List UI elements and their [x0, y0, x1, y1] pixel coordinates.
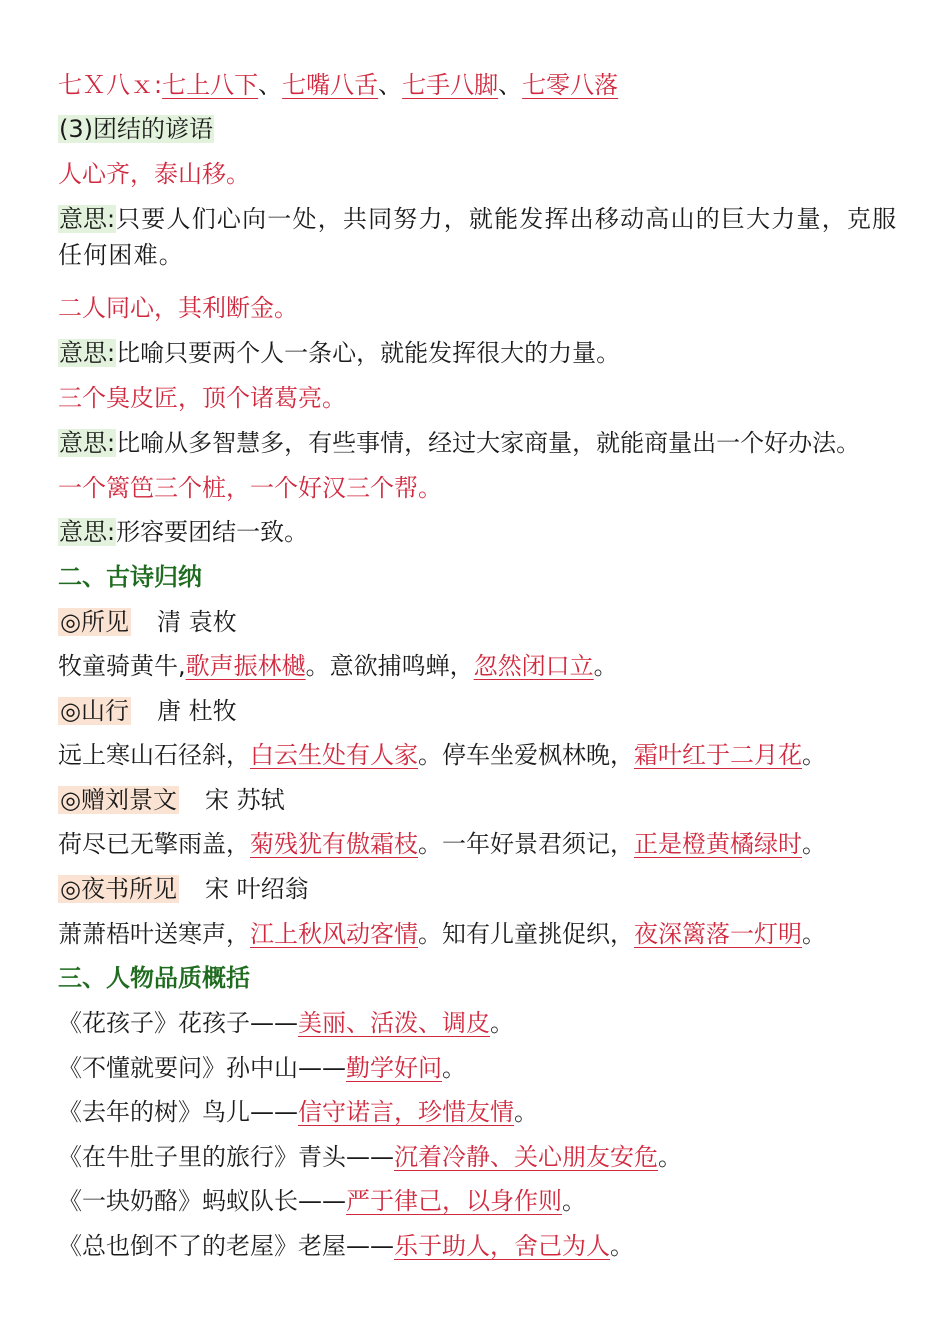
poem-plain: 远上寒山石径斜，: [58, 741, 250, 769]
poem-plain: 荷尽已无擎雨盖，: [58, 830, 250, 858]
idiom-item: 七手八脚: [402, 71, 499, 99]
separator: 、: [378, 71, 403, 99]
character-section-heading: 三、人物品质概括: [58, 964, 250, 992]
poem-author: 宋 叶绍翁: [204, 875, 309, 903]
poem-underlined: 江上秋风动客情: [250, 920, 418, 948]
poem-underlined: 正是橙黄橘绿时: [634, 830, 802, 858]
poem-author: 宋 苏轼: [204, 786, 285, 814]
poem-title: ◎赠刘景文: [60, 786, 177, 814]
character-end: 。: [658, 1143, 682, 1171]
proverb-line: 三个臭皮匠，顶个诸葛亮。: [58, 384, 346, 412]
character-item: [58, 1183, 586, 1219]
poem-plain: 。知有儿童挑促织，: [418, 920, 634, 948]
idioms-seven-eight-line: [58, 67, 618, 103]
poem-plain: 。: [802, 920, 826, 948]
character-item: [58, 1005, 514, 1041]
character-quality: 勤学好问: [346, 1054, 442, 1082]
meaning-line: [58, 514, 308, 550]
idiom-item: 七上八下: [162, 71, 259, 99]
poem-plain: 。一年好景君须记，: [418, 830, 634, 858]
meaning-text: 比喻只要两个人一条心，就能发挥很大的力量。: [116, 339, 621, 367]
poems-section-heading: 二、古诗归纳: [58, 563, 202, 591]
proverb-line: 一个篱笆三个桩，一个好汉三个帮。: [58, 474, 442, 502]
character-end: 。: [490, 1009, 514, 1037]
poem-title: ◎所见: [60, 608, 129, 636]
idiom-item: 七嘴八舌: [282, 71, 379, 99]
character-prefix: 《一块奶酪》蚂蚁队长——: [58, 1187, 346, 1215]
poem-title-line: [58, 782, 285, 818]
unity-section-title: [58, 111, 214, 147]
poem-plain: 萧萧梧叶送寒声，: [58, 920, 250, 948]
poem-plain: 。: [802, 830, 826, 858]
character-prefix: 《花孩子》花孩子——: [58, 1009, 298, 1037]
poem-plain: 。: [593, 652, 618, 680]
idiom-item: 七零八落: [522, 71, 619, 99]
poem-text-line: [58, 737, 826, 773]
poem-plain: 。意欲捕鸣蝉，: [305, 652, 474, 680]
character-end: 。: [610, 1232, 634, 1260]
character-quality: 严于律己，以身作则: [346, 1187, 562, 1215]
character-item: [58, 1050, 466, 1086]
meaning-line: [58, 425, 860, 461]
meaning-line: [58, 335, 620, 371]
meaning-label: 意思:: [59, 518, 116, 546]
meaning-label: 意思:: [59, 429, 116, 457]
meaning-text: 只要人们心向一处，共同努力，就能发挥出移动高山的巨大力量，克服任何困难。: [58, 205, 898, 269]
character-prefix: 《去年的树》鸟儿——: [58, 1098, 298, 1126]
meaning-text: 比喻从多智慧多，有些事情，经过大家商量，就能商量出一个好办法。: [116, 429, 861, 457]
poem-underlined: 白云生处有人家: [250, 741, 418, 769]
meaning-label: 意思:: [59, 339, 116, 367]
poem-title-line: [58, 871, 309, 907]
poem-plain: 。: [802, 741, 826, 769]
poem-underlined: 菊残犹有傲霜枝: [250, 830, 418, 858]
character-quality: 沉着冷静、关心朋友安危: [394, 1143, 658, 1171]
character-end: 。: [442, 1054, 466, 1082]
character-quality: 信守诺言，珍惜友情: [298, 1098, 514, 1126]
poem-text-line: [58, 916, 826, 952]
character-quality: 美丽、活泼、调皮: [298, 1009, 490, 1037]
poem-underlined: 夜深篱落一灯明: [634, 920, 802, 948]
poem-author: 唐 杜牧: [156, 697, 237, 725]
poem-title: ◎山行: [60, 697, 129, 725]
poem-title-line: [58, 693, 237, 729]
character-prefix: 《总也倒不了的老屋》老屋——: [58, 1232, 394, 1260]
poem-underlined: 歌声振林樾: [185, 652, 306, 680]
meaning-label: 意思:: [59, 205, 116, 233]
character-item: [58, 1094, 538, 1130]
poem-underlined: 忽然闭口立: [473, 652, 594, 680]
character-end: 。: [562, 1187, 586, 1215]
poem-underlined: 霜叶红于二月花: [634, 741, 802, 769]
poem-plain: 。停车坐爱枫林晚，: [418, 741, 634, 769]
character-item: [58, 1228, 634, 1264]
character-prefix: 《不懂就要问》孙中山——: [58, 1054, 346, 1082]
poem-author: 清 袁枚: [156, 608, 237, 636]
poem-plain: 牧童骑黄牛,: [58, 652, 186, 680]
proverb-line: 人心齐，泰山移。: [58, 160, 250, 188]
meaning-line: [58, 201, 898, 273]
poem-text-line: [58, 826, 826, 862]
character-end: 。: [514, 1098, 538, 1126]
separator: 、: [498, 71, 523, 99]
meaning-text: 形容要团结一致。: [116, 518, 309, 546]
idioms-label: 七Ｘ八ｘ:: [58, 71, 163, 99]
poem-title-line: [58, 604, 237, 640]
proverb-line: 二人同心，其利断金。: [58, 294, 298, 322]
poem-text-line: [58, 648, 618, 684]
character-item: [58, 1139, 682, 1175]
character-prefix: 《在牛肚子里的旅行》青头——: [58, 1143, 394, 1171]
character-quality: 乐于助人，舍己为人: [394, 1232, 610, 1260]
section-title-text: (3)团结的谚语: [59, 115, 213, 143]
separator: 、: [258, 71, 283, 99]
poem-title: ◎夜书所见: [60, 875, 177, 903]
